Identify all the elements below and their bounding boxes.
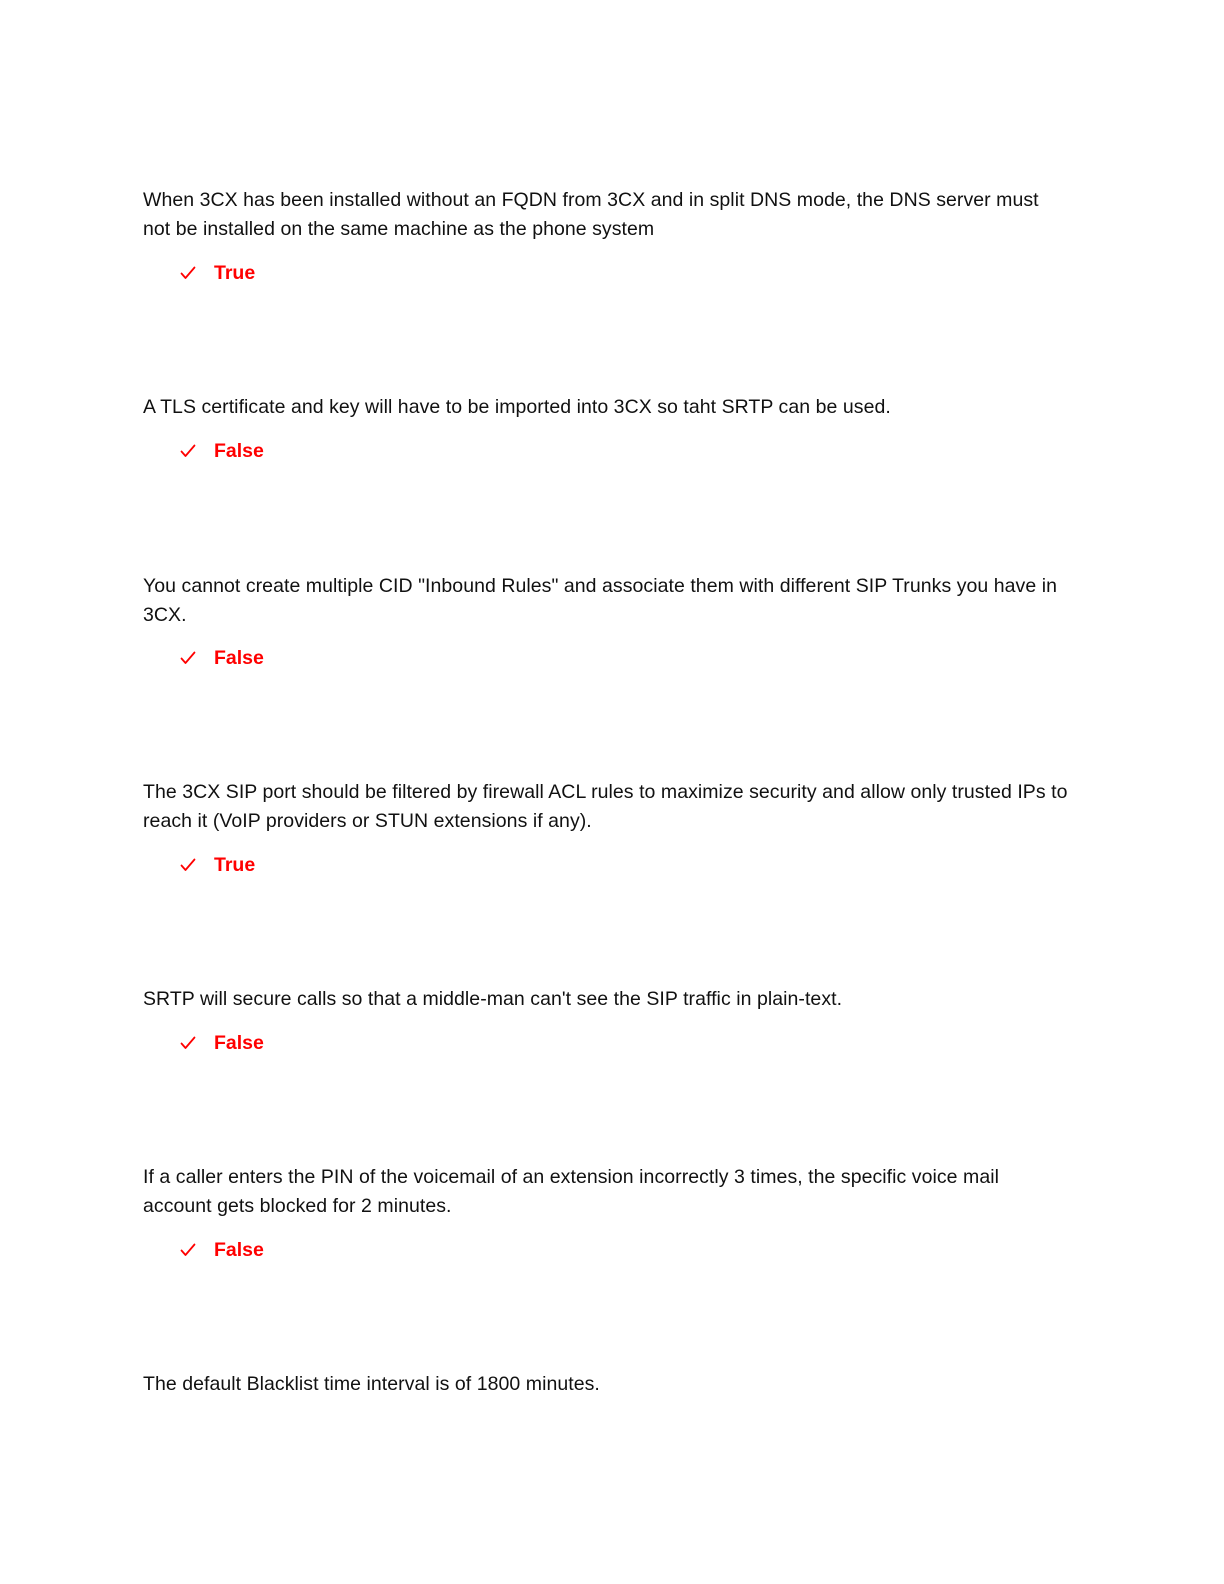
- answer: [180, 644, 264, 672]
- answer: [180, 1236, 264, 1264]
- checkmark-icon: [180, 1242, 196, 1258]
- question-block-6: [143, 1163, 1068, 1261]
- answer: [180, 437, 264, 465]
- question-text: You cannot create multiple CID "Inbound Rules" and associate them with different SIP Trunks you have in 3CX.: [143, 575, 1057, 626]
- question-text: The 3CX SIP port should be filtered by firewall ACL rules to maximize security and allow only trusted IPs to reach it (VoIP providers or STUN extensions if any).: [143, 781, 1068, 832]
- question-text: The default Blacklist time interval is of 1800 minutes.: [143, 1373, 600, 1395]
- answer-text: False: [214, 440, 264, 462]
- question-block-4: [143, 778, 1068, 876]
- checkmark-icon: [180, 1035, 196, 1051]
- answer: [180, 851, 255, 879]
- checkmark-icon: [180, 857, 196, 873]
- answer: [180, 1029, 264, 1057]
- question-block-1: [143, 186, 1068, 284]
- question-text: SRTP will secure calls so that a middle-man can't see the SIP traffic in plain-text.: [143, 988, 843, 1010]
- question-block-7: [143, 1370, 1068, 1399]
- question-block-3: [143, 572, 1068, 669]
- answer-text: False: [214, 1032, 264, 1054]
- question-text: If a caller enters the PIN of the voicemail of an extension incorrectly 3 times, the specific voice mail account gets blocked for 2 minutes.: [143, 1166, 999, 1217]
- answer-text: True: [214, 262, 256, 284]
- answer-text: False: [214, 647, 264, 669]
- question-text: A TLS certificate and key will have to be imported into 3CX so taht SRTP can be used.: [143, 396, 891, 418]
- answer-text: False: [214, 1239, 264, 1261]
- checkmark-icon: [180, 265, 196, 281]
- answer-text: True: [214, 854, 256, 876]
- question-text: When 3CX has been installed without an FQDN from 3CX and in split DNS mode, the DNS server must not be installed on the same machine as the phone system: [143, 189, 1039, 240]
- checkmark-icon: [180, 443, 196, 459]
- question-block-5: [143, 985, 1068, 1054]
- checkmark-icon: [180, 650, 196, 666]
- question-block-2: [143, 393, 1068, 462]
- answer: [180, 259, 255, 287]
